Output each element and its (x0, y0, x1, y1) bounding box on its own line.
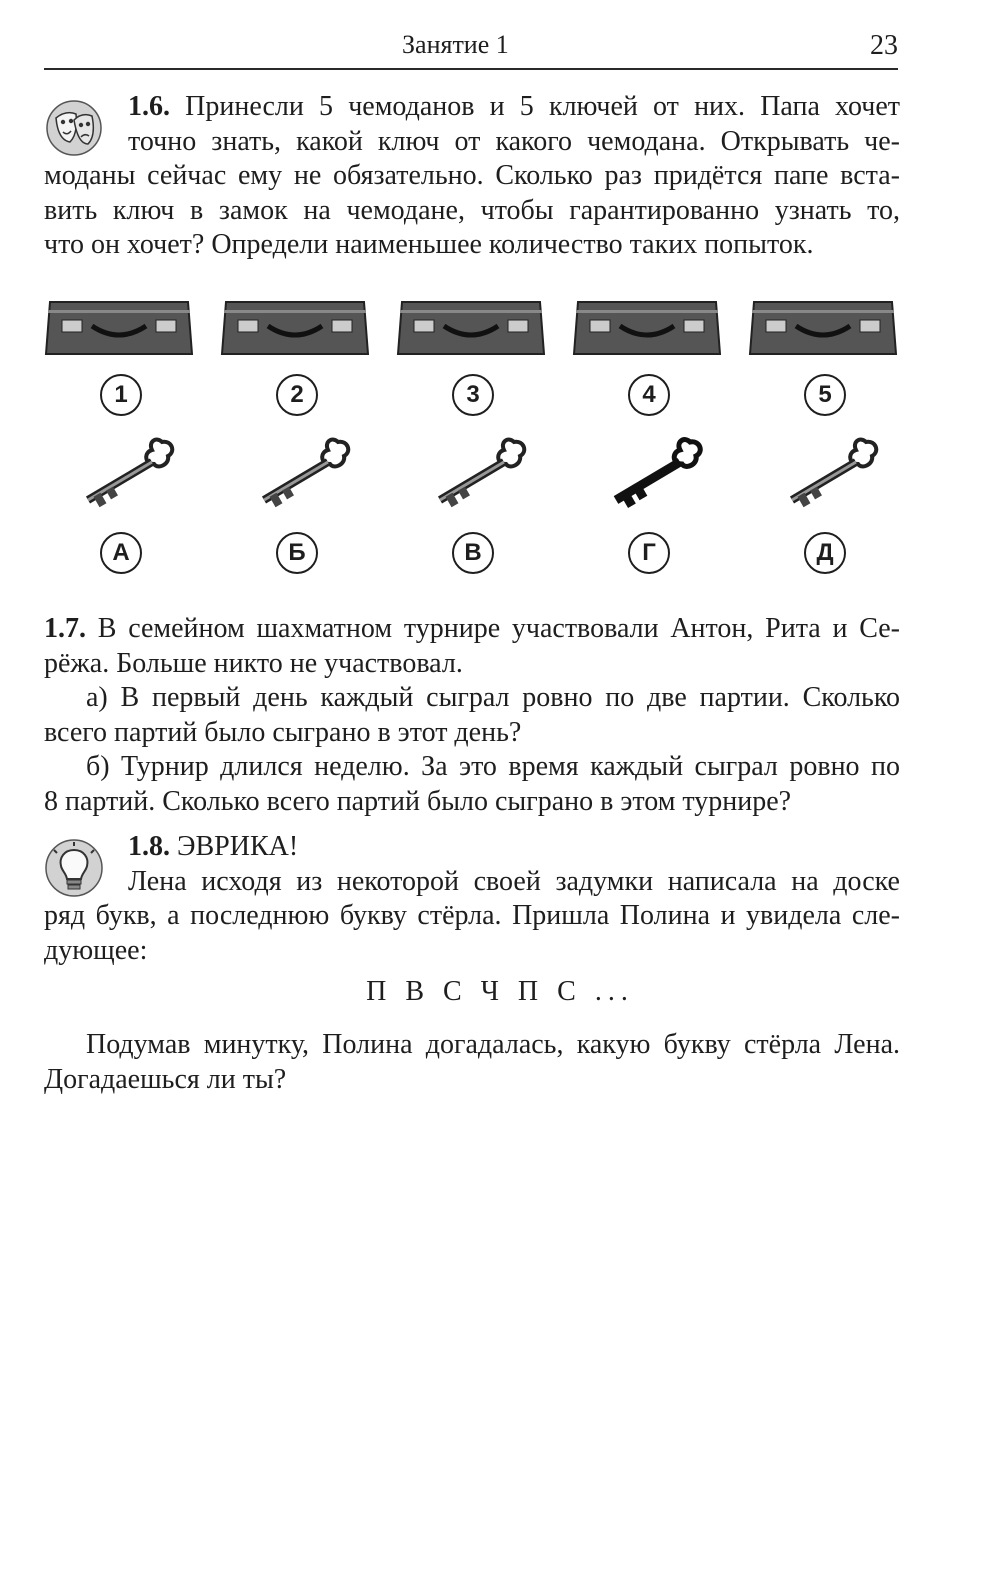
problem-1-8-number: 1.8. (128, 831, 170, 862)
letter-sequence: П В С Ч П С ... (366, 976, 634, 1007)
key-g (606, 434, 756, 566)
problem-1-7-line-3: а) В первый день каждый сыграл ровно по две партии. Сколько (86, 682, 900, 713)
suitcase-label: 5 (804, 374, 846, 416)
problem-1-6-number: 1.6. (128, 91, 170, 122)
key-icon (606, 434, 716, 514)
problem-1-8-line-1: Лена исходя из некоторой своей задумки написала на доске (128, 865, 900, 897)
problem-1-8-heading (44, 830, 900, 865)
suitcase-label: 4 (628, 374, 670, 416)
suitcase-4 (572, 296, 722, 408)
key-b (254, 434, 404, 566)
problem-1-7-text (44, 612, 900, 819)
problem-1-8-after (44, 1028, 900, 1097)
key-label: Г (628, 532, 670, 574)
problem-1-7-line-4: всего партий было сыграно в этот день? (44, 716, 522, 748)
key-icon (78, 434, 188, 514)
suitcase-icon (572, 296, 722, 358)
problem-1-7-line-5: б) Турнир длился неделю. За это время каждый сыграл ровно по (86, 751, 900, 782)
problem-1-8-line-3: дующее: (44, 934, 148, 966)
problem-1-6-line-3: моданы сейчас ему не обязательно. Сколько раз придётся папе вста- (44, 160, 900, 191)
key-icon (254, 434, 364, 514)
keys-row (44, 434, 900, 574)
suitcase-label: 3 (452, 374, 494, 416)
suitcase-1 (44, 296, 194, 408)
key-label: А (100, 532, 142, 574)
suitcase-label: 2 (276, 374, 318, 416)
suitcase-2 (220, 296, 370, 408)
problem-1-6-line-2: точно знать, какой ключ от какого чемодана. Открывать че- (128, 125, 900, 157)
suitcase-label: 1 (100, 374, 142, 416)
problem-1-7-line-2: рёжа. Больше никто не участвовал. (44, 647, 463, 679)
key-icon (782, 434, 892, 514)
problem-1-6-line-4: вить ключ в замок на чемодане, чтобы гарантированно узнать то, (44, 194, 900, 226)
page-number: 23 (870, 30, 898, 61)
problem-1-7-line-6: 8 партий. Сколько всего партий было сыграно в этом турнире? (44, 785, 792, 817)
page-header (44, 28, 898, 70)
problem-1-6-text-line: Принесли 5 чемоданов и 5 ключей от них. Папа хочет (185, 91, 901, 122)
suitcases-row (44, 296, 900, 436)
problem-1-7-line-1 (44, 612, 900, 647)
key-icon (430, 434, 540, 514)
suitcase-icon (44, 296, 194, 358)
problem-1-7-text-line: В семейном шахматном турнире участвовали Антон, Рита и Се- (97, 613, 900, 644)
problem-1-8-title: ЭВРИКА! (177, 831, 299, 862)
key-label: Д (804, 532, 846, 574)
problem-1-6-text (44, 90, 900, 263)
problem-1-8-line-2: ряд букв, а последнюю букву стёрла. Пришла Полина и увидела сле- (44, 900, 900, 931)
suitcase-3 (396, 296, 546, 408)
key-label: Б (276, 532, 318, 574)
problem-1-8-after-line-2: Догадаешься ли ты? (44, 1063, 287, 1095)
problem-1-8-after-line-1: Подумав минутку, Полина догадалась, какую букву стёрла Лена. (86, 1029, 900, 1060)
problem-1-8-text (44, 830, 900, 968)
key-d (782, 434, 932, 566)
key-label: В (452, 532, 494, 574)
suitcase-icon (220, 296, 370, 358)
key-a (78, 434, 228, 566)
problem-1-7-number: 1.7. (44, 613, 86, 644)
suitcase-5 (748, 296, 898, 408)
key-v (430, 434, 580, 566)
suitcase-icon (396, 296, 546, 358)
chapter-title: Занятие 1 (402, 30, 509, 59)
problem-1-6-line-5: что он хочет? Определи наименьшее количество таких попыток. (44, 229, 814, 260)
suitcase-icon (748, 296, 898, 358)
problem-1-6-line-1 (44, 90, 900, 125)
